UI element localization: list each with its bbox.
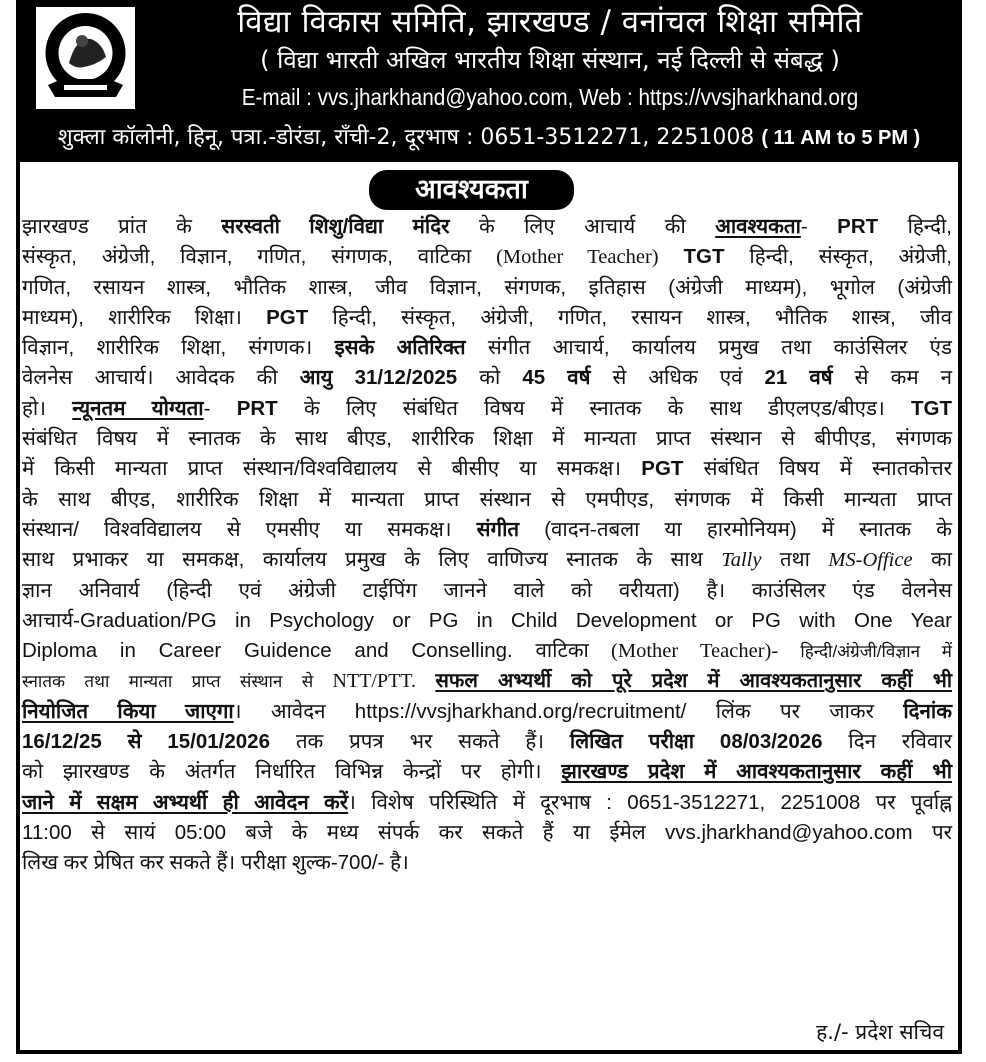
- body-line: लिख कर प्रेषित कर सकते हैं। परीक्षा शुल्क-700/- है।: [22, 851, 409, 875]
- body-line: संबंधित विषय में स्नातक के साथ बीएड, शारीरिक शिक्षा में मान्यता प्राप्त संस्थान से बीपीएड, संगणक: [22, 427, 952, 451]
- body-line: स्नातक तथा मान्यता प्राप्त संस्थान से NTT/PTT. सफल अभ्यर्थी को पूरे प्रदेश में आवश्यकतानुसार कहीं भी: [22, 670, 952, 693]
- body-line: वेलनेस आचार्य। आवेदक की आयु 31/12/2025 को 45 वर्ष से अधिक एवं 21 वर्ष से कम न: [22, 366, 952, 390]
- address-text: शुक्ला कॉलोनी, हिनू, पत्रा.-डोरंडा, राँची-2, दूरभाष : 0651-3512271, 2251008: [57, 125, 755, 150]
- body-line: संस्थान/ विश्वविद्यालय से एमसीए या समकक्ष। संगीत (वादन-तबला या हारमोनियम) में स्नातक के: [22, 517, 952, 541]
- body-line: आचार्य-Graduation/PG in Psychology or PG in Child Development or PG with One Year: [22, 608, 952, 632]
- body-line: हो। न्यूनतम योग्यता- PRT के लिए संबंधित विषय में स्नातक के साथ डीएलएड/बीएड। TGT: [22, 396, 952, 420]
- org-affiliation: ( विद्या भारती अखिल भारतीय शिक्षा संस्थान, नई दिल्ली से संबद्ध ): [260, 46, 840, 74]
- body-line: नियोजित किया जाएगा। आवेदन https://vvsjharkhand.org/recruitment/ लिंक पर जाकर दिनांक: [22, 699, 952, 723]
- office-hours: ( 11 AM to 5 PM ): [761, 127, 921, 149]
- contact-email-web: E-mail : vvs.jharkhand@yahoo.com, Web : https://vvsjharkhand.org: [241, 84, 859, 110]
- org-address: [16, 120, 962, 156]
- emblem-logo: [36, 7, 135, 109]
- header-band: [16, 0, 962, 162]
- body-line: के साथ बीएड, शारीरिक शिक्षा में मान्यता प्राप्त संस्थान से एमपीएड, संगणक में किसी मान्यता प्राप्त: [22, 487, 952, 511]
- body-line: संस्कृत, अंग्रेजी, विज्ञान, गणित, संगणक, वाटिका (Mother Teacher) TGT हिन्दी, संस्कृत, अंग्रेजी,: [22, 245, 952, 269]
- body-line: गणित, रसायन शास्त्र, भौतिक शास्त्र, जीव विज्ञान, संगणक, इतिहास (अंग्रेजी माध्यम), भूगोल (अंग्रेजी: [22, 275, 952, 299]
- org-title: विद्या विकास समिति, झारखण्ड / वनांचल शिक्षा समिति: [237, 4, 863, 40]
- body-line: झारखण्ड प्रांत के सरस्वती शिशु/विद्या मंदिर के लिए आचार्य की आवश्यकता- PRT हिन्दी,: [22, 215, 953, 238]
- body-line: में किसी मान्यता प्राप्त संस्थान/विश्वविद्यालय से बीसीए या समकक्ष। PGT संबंधित विषय में स्नातकोत्तर: [22, 457, 952, 481]
- heading-banner: आवश्यकता: [369, 170, 574, 210]
- body-line: ज्ञान अनिवार्य (हिन्दी एवं अंग्रेजी टाईपिंग जानने वाले को वरीयता) है। काउंसिलर एंड वेलनेस: [22, 578, 952, 602]
- body-line: माध्यम), शारीरिक शिक्षा। PGT हिन्दी, संस्कृत, अंग्रेजी, गणित, रसायन शास्त्र, भौतिक शास्त्र, जीव: [22, 305, 952, 329]
- body-line: 16/12/25 से 15/01/2026 तक प्रपत्र भर सकते हैं। लिखित परीक्षा 08/03/2026 दिन रविवार: [22, 730, 952, 754]
- emblem-icon: [36, 7, 135, 109]
- body-line: साथ प्रभाकर या समकक्ष, कार्यालय प्रमुख के लिए वाणिज्य स्नातक के साथ Tally तथा MS-Office का: [22, 548, 952, 572]
- body-line: 11:00 से सायं 05:00 बजे के मध्य संपर्क कर सकते हैं या ईमेल vvs.jharkhand@yahoo.com पर: [22, 820, 952, 844]
- body-line: विज्ञान, शारीरिक शिक्षा, संगणक। इसके अतिरिक्त संगीत आचार्य, कार्यालय प्रमुख तथा काउंसिलर एंड: [22, 336, 952, 360]
- body-line: जाने में सक्षम अभ्यर्थी ही आवेदन करें। विशेष परिस्थिति में दूरभाष : 0651-3512271, 2251008 पर पूर्वाह्न: [22, 790, 952, 814]
- body-line: को झारखण्ड के अंतर्गत निर्धारित विभिन्न केन्द्रों पर होगी। झारखण्ड प्रदेश में आवश्यकतानुसार कहीं भी: [22, 760, 952, 784]
- body-line: Diploma in Career Guidence and Conselling. वाटिका (Mother Teacher)- हिन्दी/अंग्रेजी/विज्ञान में: [22, 639, 952, 663]
- notice-body: [22, 212, 952, 879]
- signature: ह./- प्रदेश सचिव: [816, 1020, 944, 1044]
